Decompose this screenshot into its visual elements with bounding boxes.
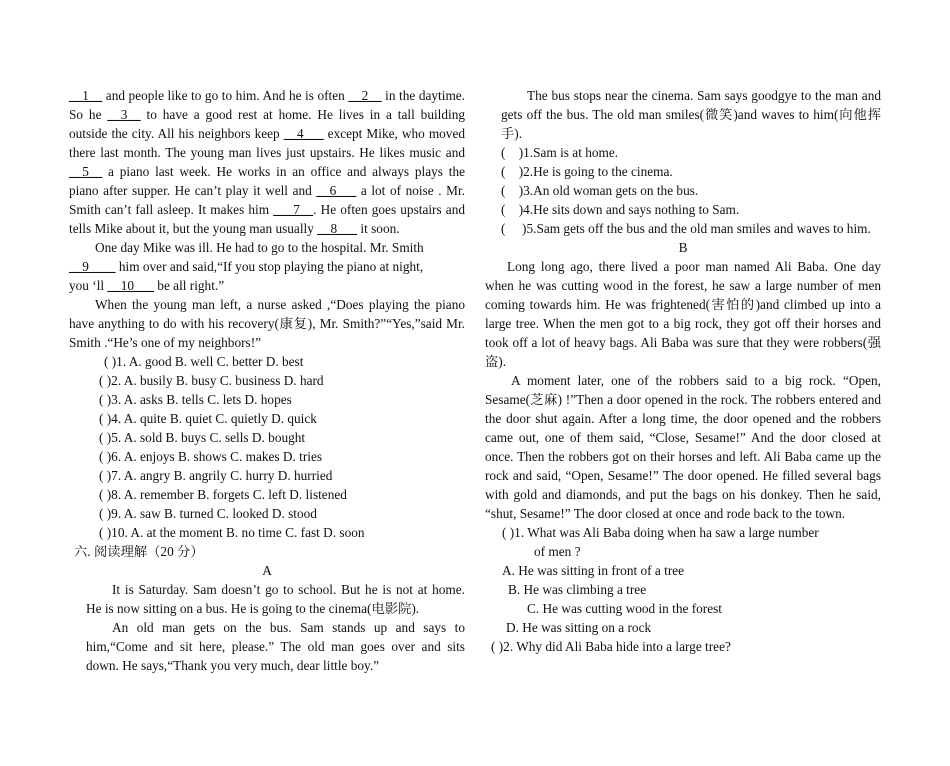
cloze-option-6: ( )6. A. enjoys B. shows C. makes D. tries	[99, 449, 323, 464]
cloze-text: him over and said,“If you stop playing the piano at night,	[115, 259, 424, 274]
passage-b-label: B	[678, 240, 688, 255]
answer-bracket[interactable]: ( )	[501, 145, 524, 160]
mc-question-2: ( )2. Why did Ali Baba hide into a large tree?	[491, 639, 731, 654]
answer-bracket[interactable]: ( )	[501, 183, 524, 198]
left-column	[69, 86, 465, 675]
cloze-blank: __2__	[348, 88, 382, 103]
cloze-option-3: ( )3. A. asks B. tells C. lets D. hopes	[99, 392, 292, 407]
cloze-blank: __3__	[107, 107, 141, 122]
cloze-blank: __4___	[283, 126, 324, 141]
passage-b-paragraph-2: A moment later, one of the robbers said to a big rock. “Open, Sesame(芝麻) !”Then a door opened in the rock. The robbers entered and the door shut again. After a long time, the door opened and the robbers came out, one of them said, “Close, Sesame!” And the door closed at once. Then the robbers got on their horses and left. Ali Baba came up the rock and said, “Open, Sesame!” The door opened. He filled several bags with gold and diamonds, and put the bags on his donkey. Then he said, “shut, Sesame!” The door closed at once and rode back to the town.	[485, 373, 881, 521]
tf-question-3: ( ) 3.An old woman gets on the bus.	[501, 183, 699, 198]
cloze-option-10: ( )10. A. at the moment B. no time C. fast D. soon	[99, 525, 365, 540]
cloze-option-1: ( )1. A. good B. well C. better D. best	[104, 354, 304, 369]
cloze-text: . He often goes upstairs and tells Mike about it, but the young man usually	[69, 202, 466, 236]
blank-10: __10___	[107, 278, 154, 293]
true-false-list	[501, 143, 881, 238]
tf-question-4: ( ) 4.He sits down and says nothing to Sam.	[501, 202, 740, 217]
cloze-blank: ___7__	[273, 202, 314, 217]
cloze-text: to have a good rest at home. He lives in a tall building outside the city. All his neighbors keep	[69, 107, 465, 141]
blank-9: __9____	[69, 259, 116, 274]
passage-b-paragraph-1: Long long ago, there lived a poor man named Ali Baba. One day when he was cutting wood in the forest, he saw a large number of men coming towards him. He was frightened(害怕的)and climbed up into a large tree. When the men got to a big rock, they got off their horses and took off a lot of heavy bags. Ali Baba was sure that they were robbers(强盗).	[485, 259, 881, 369]
cloze-paragraph-2	[69, 238, 465, 257]
passage-a-label: A	[262, 563, 272, 578]
answer-bracket[interactable]: ( )	[501, 221, 527, 236]
cloze-option-4: ( )4. A. quite B. quiet C. quietly D. quick	[99, 411, 317, 426]
cloze-blank: __6___	[316, 183, 357, 198]
cloze-text: you ‘ll	[69, 278, 108, 293]
passage-a-paragraph-2: An old man gets on the bus. Sam stands up and says to him,“Come and sit here, please.” The old man goes over and sits down. He says,“Thank you very much, dear little boy.”	[86, 620, 465, 673]
right-column	[485, 86, 881, 656]
mc-option-b: B. He was climbing a tree	[508, 582, 647, 597]
cloze-text: in the daytime. So he	[69, 88, 466, 122]
mc-option-a: A. He was sitting in front of a tree	[502, 563, 685, 578]
cloze-line	[69, 257, 465, 276]
answer-bracket[interactable]: ( )	[501, 202, 524, 217]
passage-a-paragraph-3: The bus stops near the cinema. Sam says goodgye to the man and gets off the bus. The old man smiles(微笑)and waves to him(向他挥手).	[501, 88, 881, 141]
cloze-blank: __1__	[69, 88, 103, 103]
cloze-option-7: ( )7. A. angry B. angrily C. hurry D. hurried	[99, 468, 333, 483]
mc-option-d: D. He was sitting on a rock	[506, 620, 652, 635]
cloze-text: One day Mike was ill. He had to go to the hospital. Mr. Smith	[95, 240, 424, 255]
cloze-line	[69, 276, 465, 295]
cloze-option-9: ( )9. A. saw B. turned C. looked D. stood	[99, 506, 317, 521]
cloze-text: be all right.”	[153, 278, 225, 293]
mc-option-c: C. He was cutting wood in the forest	[527, 601, 722, 616]
cloze-paragraph-3: When the young man left, a nurse asked ,“Does playing the piano have anything to do with his recovery(康复), Mr. Smith?”“Yes,”said Mr. Smith .“He’s one of my neighbors!”	[69, 297, 465, 350]
cloze-option-5: ( )5. A. sold B. buys C. sells D. bought	[99, 430, 306, 445]
cloze-passage-continued	[69, 86, 465, 238]
passage-a-paragraph-1: It is Saturday. Sam doesn’t go to school. But he is not at home. He is now sitting on a bus. He is going to the cinema(电影院).	[86, 582, 465, 616]
cloze-option-8: ( )8. A. remember B. forgets C. left D. listened	[99, 487, 347, 502]
cloze-options-list	[69, 352, 465, 542]
tf-question-2: ( ) 2.He is going to the cinema.	[501, 164, 673, 179]
cloze-text: except Mike, who moved there last month. The young man lives just upstairs. He likes music and	[69, 126, 466, 160]
mc-question-1-cont: of men ?	[534, 544, 581, 559]
section-title: 六. 阅读理解（20 分）	[74, 544, 204, 559]
cloze-option-2: ( )2. A. busily B. busy C. business D. hard	[99, 373, 324, 388]
cloze-text: a lot of noise . Mr. Smith can’t fall asleep. It makes him	[69, 183, 465, 217]
cloze-text: it soon.	[357, 221, 400, 236]
mc-question-1: ( )1. What was Ali Baba doing when ha saw a large number	[502, 525, 819, 540]
cloze-text: and people like to go to him. And he is often	[102, 88, 349, 103]
tf-question-1: ( ) 1.Sam is at home.	[501, 145, 619, 160]
tf-question-5: ( ) 5.Sam gets off the bus and the old man smiles and waves to him.	[501, 221, 871, 236]
cloze-blank: __5__	[69, 164, 103, 179]
cloze-text: a piano last week. He works in an office and always plays the piano after supper. He can’t play it well and	[69, 164, 465, 198]
answer-bracket[interactable]: ( )	[501, 164, 524, 179]
cloze-blank: __8___	[317, 221, 358, 236]
